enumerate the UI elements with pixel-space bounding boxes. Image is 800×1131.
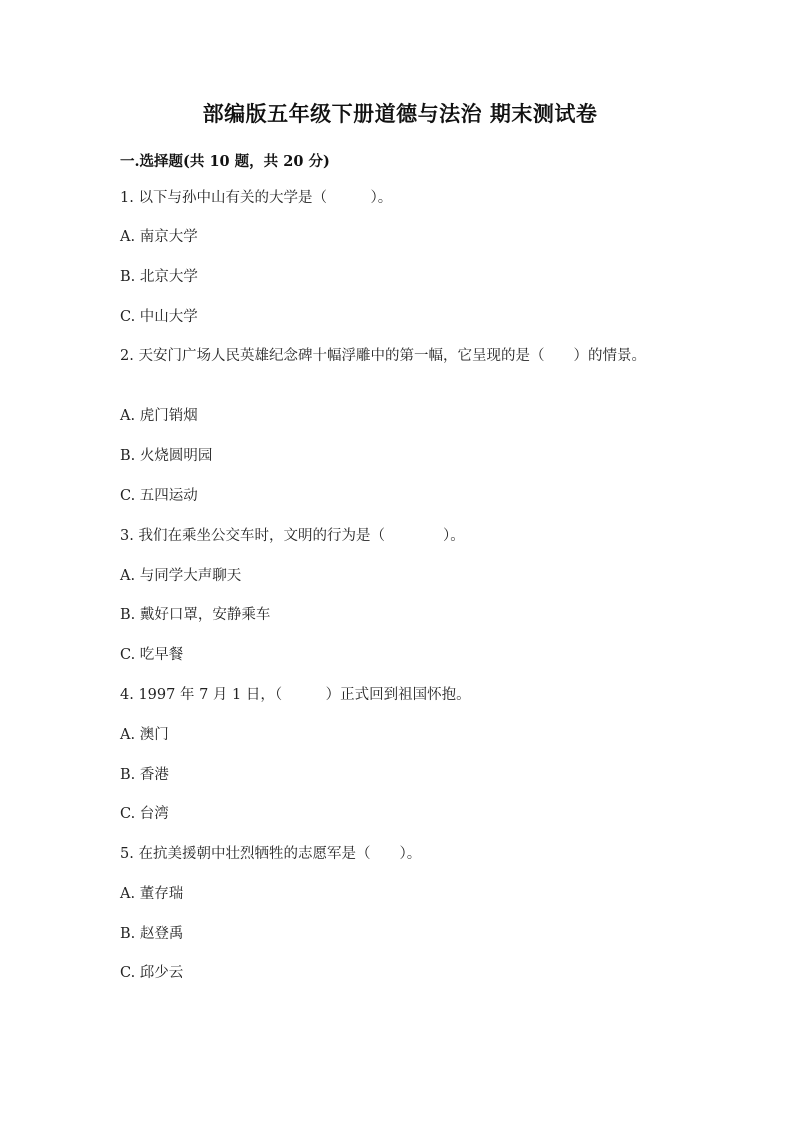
answer-option: A. 澳门 xyxy=(120,727,169,743)
answer-option: A. 董存瑞 xyxy=(120,886,184,902)
page-title: 部编版五年级下册道德与法治 期末测试卷 xyxy=(202,101,598,126)
answer-option: C. 五四运动 xyxy=(120,488,198,504)
answer-option: A. 与同学大声聊天 xyxy=(120,568,242,584)
question-stem: 3. 我们在乘坐公交车时，文明的行为是（ ）。 xyxy=(120,528,465,544)
question-stem: 2. 天安门广场人民英雄纪念碑十幅浮雕中的第一幅，它呈现的是（ ）的情景。 xyxy=(120,348,646,364)
answer-option: A. 虎门销烟 xyxy=(120,408,198,424)
answer-option: C. 吃早餐 xyxy=(120,647,184,663)
answer-option: B. 赵登禹 xyxy=(120,926,184,942)
question-stem: 5. 在抗美援朝中壮烈牺牲的志愿军是（ ）。 xyxy=(120,846,422,862)
answer-option: B. 戴好口罩，安静乘车 xyxy=(120,607,271,623)
answer-option: B. 北京大学 xyxy=(120,269,198,285)
answer-option: B. 香港 xyxy=(120,767,169,783)
answer-option: C. 台湾 xyxy=(120,806,169,822)
answer-option: C. 中山大学 xyxy=(120,309,198,325)
answer-option: B. 火烧圆明园 xyxy=(120,448,213,464)
question-stem: 4. 1997 年 7 月 1 日，（ ）正式回到祖国怀抱。 xyxy=(120,687,471,703)
section-heading: 一.选择题(共 10 题，共 20 分) xyxy=(120,153,330,170)
answer-option: A. 南京大学 xyxy=(120,229,198,245)
question-stem: 1. 以下与孙中山有关的大学是（ ）。 xyxy=(120,190,393,206)
answer-option: C. 邱少云 xyxy=(120,965,184,981)
